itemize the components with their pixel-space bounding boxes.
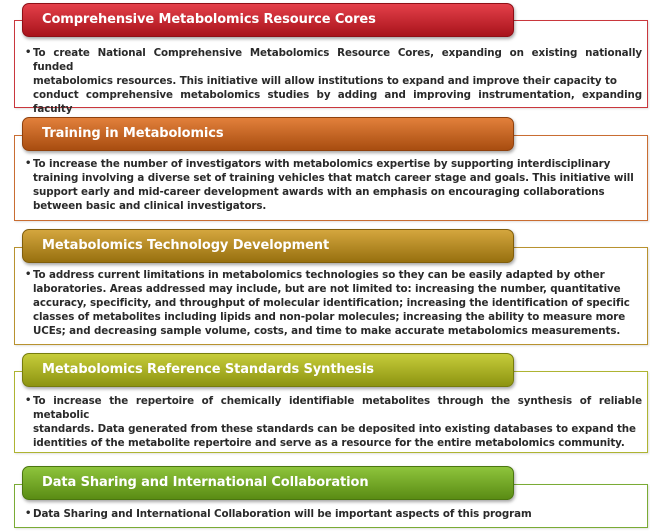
section-title: Metabolomics Reference Standards Synthesis (42, 362, 374, 377)
text-line: training involving a diverse set of training vehicles that match career stage and goals. This initiative will (33, 172, 634, 184)
section-header (22, 466, 514, 500)
section-description (25, 394, 642, 450)
section-description (25, 507, 642, 521)
text-line: To increase the repertoire of chemically identifiable metabolites through the synthesis of reliable metabolic (33, 395, 642, 421)
text-line: laboratories. Areas addressed may include, but are not limited to: increasing the number, quantitative (33, 283, 621, 295)
text-line: identities of the metabolite repertoire and serve as a resource for the entire metabolomics community. (33, 437, 625, 449)
text-line: standards. Data generated from these standards can be deposited into existing databases to expand the (33, 423, 636, 435)
text-line: accuracy, specificity, and throughput of molecular identification; increasing the identification of specific (33, 297, 630, 309)
section-header (22, 3, 514, 37)
bullet-icon: • (25, 47, 32, 58)
text-line: between basic and clinical investigators. (33, 200, 267, 212)
section-header (22, 353, 514, 387)
section-description (25, 268, 642, 338)
section-title: Training in Metabolomics (42, 126, 224, 141)
text-line: classes of metabolites including lipids and non-polar molecules; increasing the ability to measure more (33, 311, 626, 323)
text-line: support early and mid-career development awards with an emphasis on encouraging collaborations (33, 186, 605, 198)
bullet-icon: • (25, 395, 32, 406)
section-header (22, 117, 514, 151)
section-header (22, 229, 514, 263)
section-title: Data Sharing and International Collaboration (42, 475, 369, 490)
bullet-icon: • (25, 269, 32, 280)
text-line: UCEs; and decreasing sample volume, costs, and time to make accurate metabolomics measurements. (33, 325, 621, 337)
text-line: metabolomics resources. This initiative will allow institutions to expand and improve their capacity to (33, 75, 617, 87)
bullet-icon: • (25, 158, 32, 169)
text-line: To increase the number of investigators with metabolomics expertise by supporting interdisciplinary (33, 158, 611, 170)
text-line: Data Sharing and International Collaboration will be important aspects of this program (33, 508, 532, 520)
section-description (25, 157, 642, 213)
section-title: Comprehensive Metabolomics Resource Cores (42, 12, 376, 27)
bullet-icon: • (25, 508, 32, 519)
text-line: To create National Comprehensive Metabolomics Resource Cores, expanding on existing nationally funded (33, 47, 642, 73)
text-line: conduct comprehensive metabolomics studies by adding and improving instrumentation, expanding faculty (33, 89, 642, 115)
text-line: To address current limitations in metabolomics technologies so they can be easily adapted by other (33, 269, 605, 281)
section-title: Metabolomics Technology Development (42, 238, 330, 253)
